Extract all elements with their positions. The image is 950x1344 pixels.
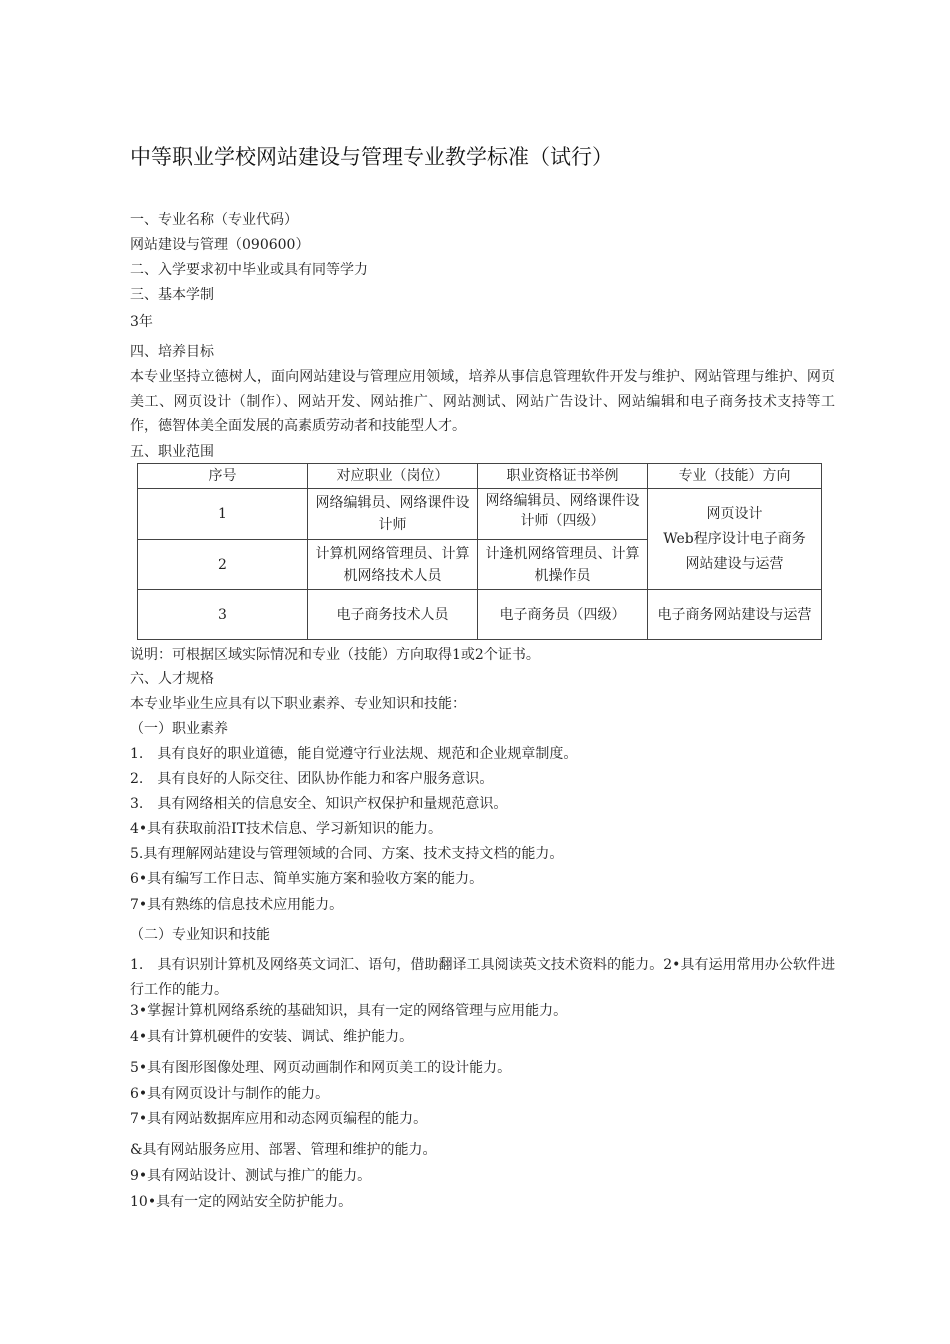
row-no: 3 — [138, 590, 308, 640]
list-item: 4•具有计算机硬件的安装、调试、维护能力。 — [130, 1029, 414, 1045]
list-item: 3. 具有网络相关的信息安全、知识产权保护和量规范意识。 — [130, 796, 508, 812]
header-cert: 职业资格证书举例 — [478, 464, 648, 489]
section-1-value: 网站建设与管理（090600） — [130, 237, 310, 253]
row-no: 2 — [138, 540, 308, 590]
header-no: 序号 — [138, 464, 308, 489]
direction-line: Web程序设计电子商务 — [663, 530, 806, 547]
list-item: 4•具有获取前沿IT技术信息、学习新知识的能力。 — [130, 821, 443, 837]
career-table — [137, 463, 822, 640]
table-row — [138, 489, 822, 540]
list-item: 7•具有网站数据库应用和动态网页编程的能力。 — [130, 1111, 428, 1127]
list-item: 7•具有熟练的信息技术应用能力。 — [130, 897, 344, 913]
header-job: 对应职业（岗位） — [308, 464, 478, 489]
list-item: 5.具有理解网站建设与管理领域的合同、方案、技术支持文档的能力。 — [130, 846, 564, 862]
section-6-heading: 六、人才规格 — [130, 671, 214, 687]
section-3-heading: 三、基本学制 — [130, 287, 214, 303]
list-item: 3•掌握计算机网络系统的基础知识，具有一定的网络管理与应用能力。 — [130, 1003, 568, 1019]
section-6-intro: 本专业毕业生应具有以下职业素养、专业知识和技能： — [130, 696, 466, 712]
section-4-paragraph: 本专业坚持立德树人，面向网站建设与管理应用领域，培养从事信息管理软件开发与维护、网站管理与维护、网页美工、网页设计（制作）、网站开发、网站推广、网站测试、网站广告设计、网站编辑和电子商务技术支持等工作，德智体美全面发展的高素质劳动者和技能型人才。 — [130, 369, 835, 434]
row-cert: 计逢机网络管理员、计算机操作员 — [478, 540, 648, 590]
list-item: 6•具有网页设计与制作的能力。 — [130, 1086, 330, 1102]
table-header-row — [138, 464, 822, 489]
list-item: 5•具有图形图像处理、网页动画制作和网页美工的设计能力。 — [130, 1060, 512, 1076]
list-item: 1. 具有识别计算机及网络英文词汇、语句，借助翻译工具阅读英文技术资料的能力。2•具有运用常用办公软件进行工作的能力。 — [130, 957, 835, 998]
table-note: 说明：可根据区域实际情况和专业（技能）方向取得1或2个证书。 — [130, 647, 540, 663]
direction-line: 网页设计 — [706, 505, 763, 522]
section-4-heading: 四、培养目标 — [130, 344, 214, 360]
row-direction: 电子商务网站建设与运营 — [648, 590, 822, 640]
row-job: 电子商务技术人员 — [308, 590, 478, 640]
list-item: 9•具有网站设计、测试与推广的能力。 — [130, 1168, 372, 1184]
list-item: 2. 具有良好的人际交往、团队协作能力和客户服务意识。 — [130, 771, 494, 787]
merged-direction-cell — [648, 489, 822, 590]
subsection-1-heading: （一）职业素养 — [130, 721, 228, 737]
section-5-heading: 五、职业范围 — [130, 444, 214, 460]
list-item: &具有网站服务应用、部署、管理和维护的能力。 — [130, 1142, 437, 1158]
table-row — [138, 590, 822, 640]
section-2-heading: 二、入学要求初中毕业或具有同等学力 — [130, 262, 368, 278]
direction-line: 网站建设与运营 — [685, 555, 784, 572]
section-1-heading: 一、专业名称（专业代码） — [130, 212, 298, 228]
list-item: 6•具有编写工作日志、简单实施方案和验收方案的能力。 — [130, 871, 484, 887]
subsection-2-heading: （二）专业知识和技能 — [130, 927, 270, 943]
list-item: 10•具有一定的网站安全防护能力。 — [130, 1194, 353, 1210]
row-job: 网络编辑员、网络课件设计师 — [308, 489, 478, 540]
row-cert: 电子商务员（四级） — [478, 590, 648, 640]
row-job: 计算机网络管理员、计算机网络技术人员 — [308, 540, 478, 590]
section-3-value: 3年 — [130, 314, 153, 330]
row-no: 1 — [138, 489, 308, 540]
header-direction: 专业（技能）方向 — [648, 464, 822, 489]
row-cert — [478, 489, 648, 540]
list-item: 1. 具有良好的职业道德，能自觉遵守行业法规、规范和企业规章制度。 — [130, 746, 578, 762]
document-title: 中等职业学校网站建设与管理专业教学标准（试行） — [130, 145, 613, 169]
row-cert-text: 网络编辑员、网络课件设计师（四级） — [485, 493, 640, 529]
